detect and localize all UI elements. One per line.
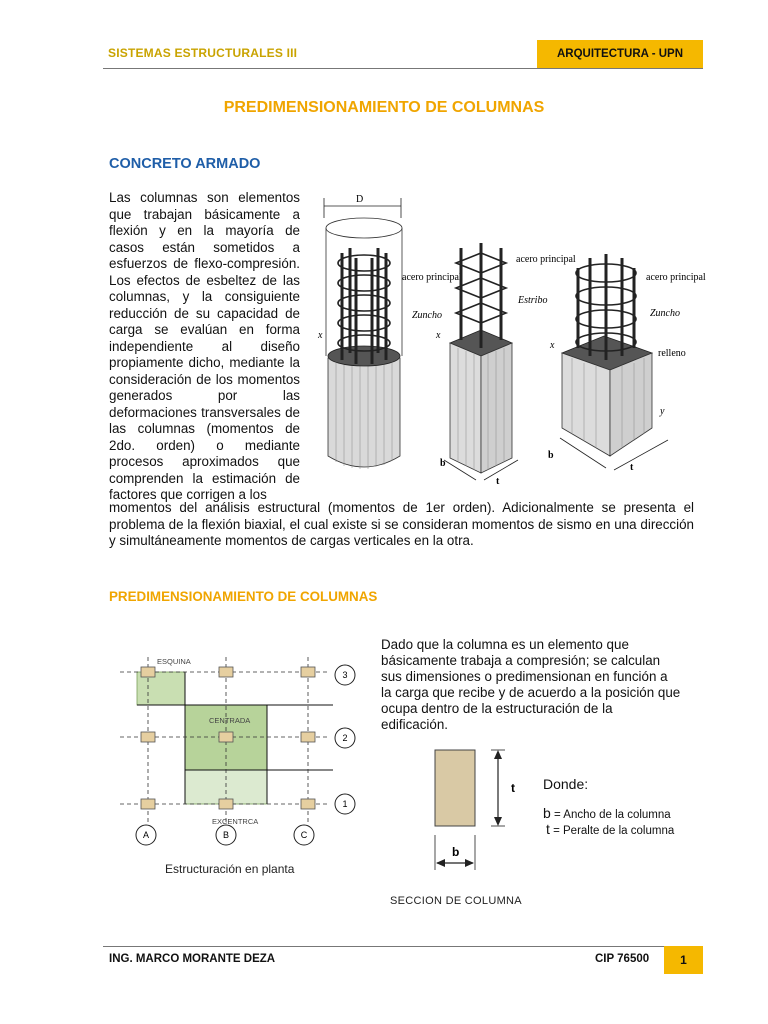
header-course: SISTEMAS ESTRUCTURALES III [108, 46, 298, 60]
label-esquina: ESQUINA [157, 657, 191, 666]
page-title: PREDIMENSIONAMIENTO DE COLUMNAS [223, 99, 545, 116]
label-centrada: CENTRADA [209, 716, 251, 725]
axis-col-C: C [300, 830, 308, 840]
header-program: ARQUITECTURA - UPN [556, 48, 684, 60]
def-b-text: = Ancho de la columna [554, 809, 671, 821]
axis-col-A: A [142, 830, 150, 840]
column-reinforcement-illustration [316, 188, 706, 488]
label-excentrica: EXCENTRCA [212, 817, 259, 826]
definition-t [546, 821, 674, 837]
paragraph-columnas-wrap: Las columnas son elementos que trabajan básicamente a flexión y en la mayoría de casos están sometidos a esfuerzos de flexo-compresión. Los efectos de esbeltez de las columnas, y la consiguiente reducción de su capacidad de carga se evalúan en forma independiente al diseño propiamente dicho, mediante la consideración de los momentos generados por las deformaciones transversales de las columnas (momentos de 2do. orden) o mediante procesos aproximados que comprenden la estimación de factores que corrigen a los [109, 190, 300, 502]
donde-label: Donde: [543, 776, 589, 792]
definition-b [543, 805, 671, 821]
section-caption: SECCION DE COLUMNA [390, 895, 522, 907]
column-section-diagram [425, 745, 535, 870]
label-zuncho-1: Zuncho [412, 310, 442, 321]
paragraph-predimensionamiento: Dado que la columna es un elemento que básicamente trabaja a compresión; se calculan sus dimensiones o predimensionan en función a la carga que recibe y de acuerdo a la posición que ocupa dentro de la estructuración de la edificación. [381, 637, 681, 732]
label-x-2: x [436, 330, 441, 341]
label-t-1: t [496, 476, 500, 487]
def-t-text: = Peralte de la columna [553, 825, 675, 837]
label-relleno: relleno [658, 348, 686, 359]
label-section-b: b [452, 845, 460, 859]
label-y: y [660, 406, 665, 417]
label-D: D [356, 194, 364, 205]
axis-row-3: 3 [342, 670, 348, 680]
label-acero-principal-3: acero principal [646, 272, 706, 283]
label-zuncho-2: Zuncho [650, 308, 680, 319]
axis-col-B: B [222, 830, 230, 840]
label-x-3: x [550, 340, 555, 351]
footer-author: ING. MARCO MORANTE DEZA [109, 953, 276, 965]
footer-divider [103, 946, 703, 947]
label-x-1: x [318, 330, 323, 341]
def-t-symbol: t [546, 821, 550, 837]
header-divider [103, 68, 703, 69]
label-acero-principal-2: acero principal [516, 254, 576, 265]
label-b-2: b [548, 450, 554, 461]
structural-plan-diagram [115, 652, 360, 852]
label-estribo: Estribo [518, 295, 548, 306]
paragraph-columnas-full: momentos del análisis estructural (momentos de 1er orden). Adicionalmente se presenta el problema de la flexión biaxial, el cual existe si se consideran momentos de sismo en una dirección y simultáneamente momentos de cargas verticales en la otra. [109, 500, 694, 548]
label-t-2: t [630, 462, 634, 473]
plan-caption: Estructuración en planta [165, 862, 295, 876]
page-number: 1 [680, 953, 687, 967]
footer-cip: CIP 76500 [595, 953, 650, 965]
def-b-symbol: b [543, 805, 551, 821]
section-heading-concreto: CONCRETO ARMADO [109, 156, 261, 172]
page-number-badge [664, 946, 703, 974]
axis-row-2: 2 [342, 733, 348, 743]
label-b-1: b [440, 458, 446, 469]
axis-row-1: 1 [342, 799, 348, 809]
header-program-badge [537, 40, 703, 68]
label-section-t: t [511, 781, 515, 795]
section-heading-predimensionamiento: PREDIMENSIONAMIENTO DE COLUMNAS [109, 589, 378, 604]
label-acero-principal-1: acero principal [402, 272, 462, 283]
